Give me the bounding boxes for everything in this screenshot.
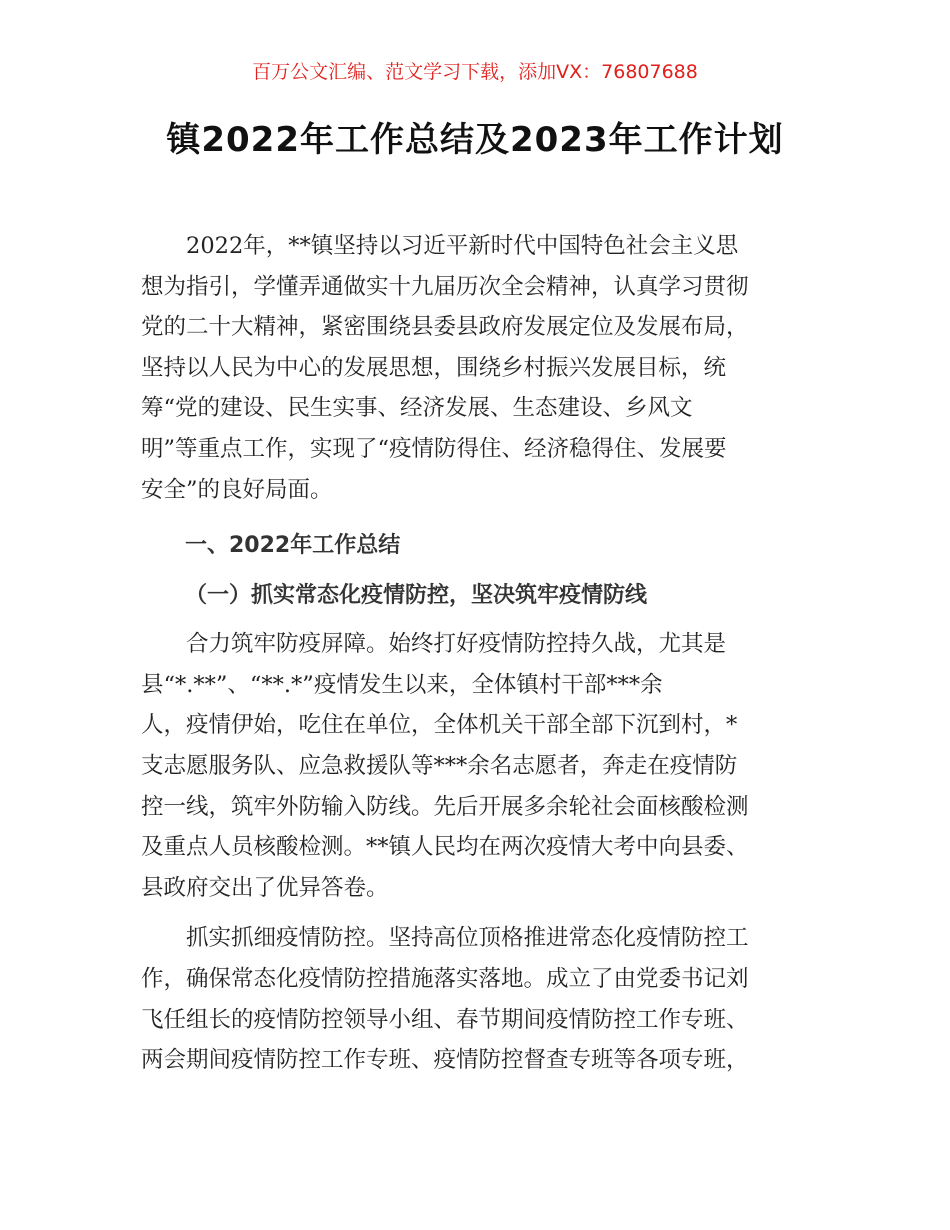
paragraph-line: 支志愿服务队、应急救援队等***余名志愿者，奔走在疫情防 <box>141 752 738 779</box>
paragraph-prevention-barrier <box>141 624 813 908</box>
paragraph-line: 抓实抓细疫情防控。坚持高位顶格推进常态化疫情防控工 <box>186 925 749 952</box>
section-heading: 一、2022年工作总结 <box>185 533 401 559</box>
download-banner: 百万公文汇编、范文学习下载，添加VX：76807688 <box>252 61 698 83</box>
paragraph-line: 县政府交出了优异答卷。 <box>141 874 389 901</box>
intro-paragraph <box>141 226 813 510</box>
document-body <box>141 226 813 1081</box>
intro-line: 2022年，**镇坚持以习近平新时代中国特色社会主义思 <box>186 233 739 259</box>
document-title: 镇2022年工作总结及2023年工作计划 <box>166 120 784 160</box>
paragraph-line: 飞任组长的疫情防控领导小组、春节期间疫情防控工作专班、 <box>141 1006 749 1033</box>
intro-line: 想为指引，学懂弄通做实十九届历次全会精神，认真学习贯彻 <box>141 273 749 300</box>
subsection-heading: （一）抓实常态化疫情防控，坚决筑牢疫情防线 <box>185 583 648 609</box>
intro-line: 坚持以人民为中心的发展思想，围绕乡村振兴发展目标，统 <box>141 354 727 381</box>
paragraph-line: 控一线，筑牢外防输入防线。先后开展多余轮社会面核酸检测 <box>141 793 749 820</box>
intro-line: 明”等重点工作，实现了“疫情防得住、经济稳得住、发展要 <box>141 435 727 462</box>
intro-line: 安全”的良好局面。 <box>141 476 333 503</box>
paragraph-line: 县“*.**”、“**.*”疫情发生以来，全体镇村干部***余 <box>141 671 663 698</box>
intro-line: 筹“党的建设、民生实事、经济发展、生态建设、乡风文 <box>141 395 693 422</box>
intro-line: 党的二十大精神，紧密围绕县委县政府发展定位及发展布局， <box>141 314 749 341</box>
paragraph-line: 人，疫情伊始，吃住在单位，全体机关干部全部下沉到村，* <box>141 712 738 739</box>
paragraph-line: 合力筑牢防疫屏障。始终打好疫情防控持久战，尤其是 <box>186 631 727 658</box>
paragraph-line: 两会期间疫情防控工作专班、疫情防控督查专班等各项专班， <box>141 1047 749 1074</box>
paragraph-epidemic-control <box>141 918 813 1080</box>
paragraph-line: 及重点人员核酸检测。**镇人民均在两次疫情大考中向县委、 <box>141 834 749 861</box>
paragraph-line: 作，确保常态化疫情防控措施落实落地。成立了由党委书记刘 <box>141 965 749 992</box>
